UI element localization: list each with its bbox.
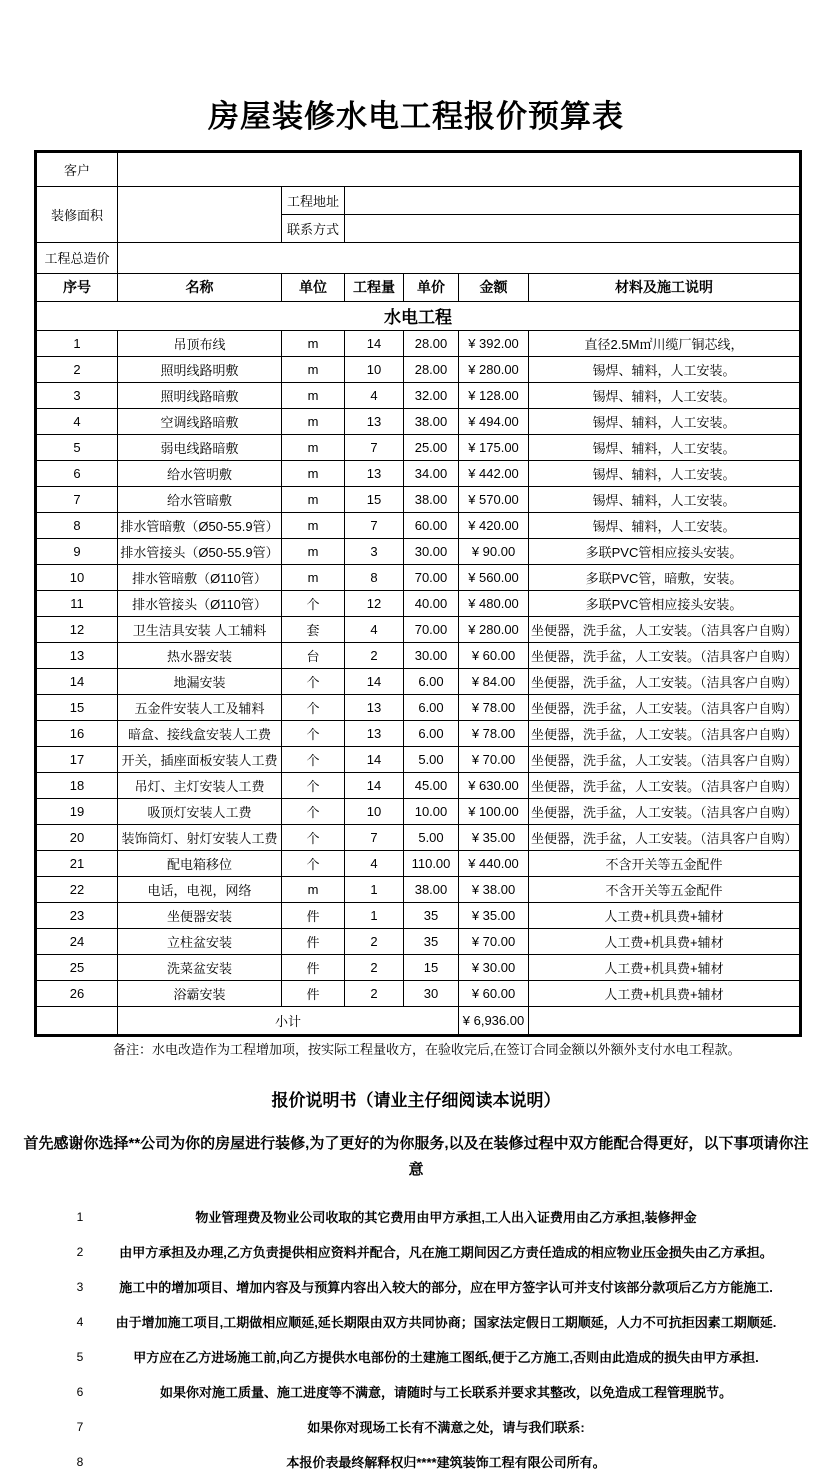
table-cell: 坐便器安装 (118, 902, 282, 928)
table-cell: 38.00 (404, 876, 459, 902)
contact-value-cell (345, 214, 801, 242)
customer-row (36, 151, 801, 186)
table-cell: 45.00 (404, 772, 459, 798)
table-cell: 配电箱移位 (118, 850, 282, 876)
table-row (36, 980, 801, 1006)
customer-label: 客户 (36, 151, 118, 186)
table-cell: 4 (345, 850, 404, 876)
table-cell: 5 (36, 434, 118, 460)
table-cell: ¥ 35.00 (459, 824, 529, 850)
statement-item-text: 施工中的增加项目、增加内容及与预算内容出入较大的部分，应在甲方签字认可并支付该部分款项后乙方方能施工. (119, 1280, 773, 1296)
table-cell: 锡焊、辅料，人工安装。 (529, 512, 801, 538)
table-cell: 6 (36, 460, 118, 486)
table-row (36, 746, 801, 772)
table-cell: 22 (36, 876, 118, 902)
section-title: 水电工程 (36, 301, 801, 330)
table-cell: ¥ 420.00 (459, 512, 529, 538)
table-row (36, 382, 801, 408)
table-cell: 40.00 (404, 590, 459, 616)
table-cell: 给水管明敷 (118, 460, 282, 486)
table-row (36, 512, 801, 538)
statement-item-number: 3 (76, 1279, 84, 1294)
table-row (36, 590, 801, 616)
table-cell: 件 (282, 954, 345, 980)
table-cell: 30 (404, 980, 459, 1006)
table-cell: 110.00 (404, 850, 459, 876)
statement-intro: 首先感谢你选择**公司为你的房屋进行装修,为了更好的为你服务,以及在装修过程中双方能配合得更好，以下事项请你注意 (23, 1134, 809, 1178)
table-cell: m (282, 408, 345, 434)
address-label: 工程地址 (282, 186, 345, 214)
table-cell: 30.00 (404, 642, 459, 668)
table-cell: 排水管暗敷（Ø50-55.9管） (118, 512, 282, 538)
table-cell: 7 (345, 512, 404, 538)
table-cell: 10 (345, 798, 404, 824)
table-cell: 14 (345, 668, 404, 694)
table-cell: 五金件安装人工及辅料 (118, 694, 282, 720)
table-cell: 15 (36, 694, 118, 720)
table-cell: 直径2.5M㎡川缆厂铜芯线， (529, 330, 801, 356)
table-cell: 7 (345, 434, 404, 460)
table-cell: 4 (345, 616, 404, 642)
table-cell: 24 (36, 928, 118, 954)
table-cell: 12 (36, 616, 118, 642)
table-cell: 15 (345, 486, 404, 512)
table-cell: 排水管暗敷（Ø110管） (118, 564, 282, 590)
table-cell: 坐便器，洗手盆，人工安装。（洁具客户自购） (529, 772, 801, 798)
table-cell: 不含开关等五金配件 (529, 850, 801, 876)
table-cell: 个 (282, 694, 345, 720)
table-cell: 坐便器，洗手盆，人工安装。（洁具客户自购） (529, 616, 801, 642)
table-cell: 20 (36, 824, 118, 850)
table-cell: m (282, 460, 345, 486)
table-cell: 28.00 (404, 330, 459, 356)
table-cell: ¥ 70.00 (459, 746, 529, 772)
table-cell: 给水管暗敷 (118, 486, 282, 512)
table-row (36, 538, 801, 564)
table-row (36, 564, 801, 590)
table-cell: 1 (345, 876, 404, 902)
table-cell: m (282, 876, 345, 902)
table-cell: ¥ 128.00 (459, 382, 529, 408)
table-cell: ¥ 100.00 (459, 798, 529, 824)
table-cell: ¥ 280.00 (459, 356, 529, 382)
table-cell: 照明线路暗敷 (118, 382, 282, 408)
table-cell: 开关，插座面板安装人工费 (118, 746, 282, 772)
table-cell: 13 (345, 720, 404, 746)
table-row (36, 928, 801, 954)
table-cell: 9 (36, 538, 118, 564)
table-cell: m (282, 382, 345, 408)
table-cell: 锡焊、辅料，人工安装。 (529, 486, 801, 512)
table-cell: 暗盒、接线盒安装人工费 (118, 720, 282, 746)
header-material-notes: 材料及施工说明 (529, 273, 801, 301)
table-row (36, 798, 801, 824)
contact-label: 联系方式 (282, 214, 345, 242)
total-cost-label: 工程总造价 (36, 242, 118, 273)
quotation-table (34, 150, 802, 1037)
column-header-row (36, 273, 801, 301)
table-row (36, 486, 801, 512)
statement-item (0, 1452, 832, 1471)
table-cell: 地漏安装 (118, 668, 282, 694)
table-row (36, 668, 801, 694)
statement-item-text: 本报价表最终解释权归****建筑装饰工程有限公司所有。 (286, 1455, 606, 1471)
table-cell: 34.00 (404, 460, 459, 486)
table-cell: 吊灯、主灯安装人工费 (118, 772, 282, 798)
table-cell: 2 (345, 642, 404, 668)
statement-item-number: 6 (76, 1384, 84, 1399)
table-cell: 个 (282, 850, 345, 876)
statement-item-number: 7 (76, 1419, 84, 1434)
table-row (36, 694, 801, 720)
subtotal-row (36, 1006, 801, 1035)
table-cell: 浴霸安装 (118, 980, 282, 1006)
statement-item (0, 1382, 832, 1401)
table-cell: 坐便器，洗手盆，人工安装。（洁具客户自购） (529, 824, 801, 850)
table-cell: 锡焊、辅料，人工安装。 (529, 408, 801, 434)
table-cell: 38.00 (404, 486, 459, 512)
table-cell: 10 (36, 564, 118, 590)
table-row (36, 642, 801, 668)
table-cell: 70.00 (404, 616, 459, 642)
subtotal-empty-notes (529, 1006, 801, 1035)
statement-item (0, 1347, 832, 1366)
header-unit: 单位 (282, 273, 345, 301)
statement-item-text: 由甲方承担及办理,乙方负责提供相应资料并配合，凡在施工期间因乙方责任造成的相应物业压金损失由乙方承担。 (119, 1245, 773, 1261)
table-row (36, 616, 801, 642)
statement-item-number: 1 (76, 1209, 84, 1224)
table-cell: 照明线路明敷 (118, 356, 282, 382)
table-cell: 16 (36, 720, 118, 746)
table-cell: m (282, 356, 345, 382)
table-cell: ¥ 280.00 (459, 616, 529, 642)
table-cell: ¥ 90.00 (459, 538, 529, 564)
statement-item-text: 由于增加施工项目,工期做相应顺延,延长期限由双方共同协商；国家法定假日工期顺延，人力不可抗拒因素工期顺延. (115, 1315, 777, 1331)
table-cell: 人工费+机具费+辅材 (529, 902, 801, 928)
table-cell: 32.00 (404, 382, 459, 408)
table-cell: 件 (282, 980, 345, 1006)
customer-value-cell (118, 151, 801, 186)
table-cell: 个 (282, 746, 345, 772)
table-cell: 70.00 (404, 564, 459, 590)
table-cell: 吸顶灯安装人工费 (118, 798, 282, 824)
total-cost-value-cell (118, 242, 801, 273)
statement-item (0, 1207, 832, 1226)
table-cell: 15 (404, 954, 459, 980)
table-cell: 个 (282, 772, 345, 798)
table-cell: 17 (36, 746, 118, 772)
table-cell: 台 (282, 642, 345, 668)
statement-item (0, 1417, 832, 1436)
table-cell: 个 (282, 798, 345, 824)
statement-item (0, 1242, 832, 1261)
table-cell: 6.00 (404, 668, 459, 694)
statement-item-text: 物业管理费及物业公司收取的其它费用由甲方承担,工人出入证费用由乙方承担,装修押金 (195, 1210, 697, 1226)
table-cell: 30.00 (404, 538, 459, 564)
table-row (36, 824, 801, 850)
statement-items (0, 1207, 832, 1471)
statement-item-number: 4 (76, 1314, 84, 1329)
table-cell: 件 (282, 928, 345, 954)
table-cell: 件 (282, 902, 345, 928)
table-cell: 8 (345, 564, 404, 590)
table-row (36, 954, 801, 980)
table-cell: 坐便器，洗手盆，人工安装。（洁具客户自购） (529, 720, 801, 746)
table-cell: 热水器安装 (118, 642, 282, 668)
info-section (36, 151, 801, 330)
table-cell: 坐便器，洗手盆，人工安装。（洁具客户自购） (529, 798, 801, 824)
table-cell: 4 (345, 382, 404, 408)
table-cell: ¥ 35.00 (459, 902, 529, 928)
table-row (36, 850, 801, 876)
table-cell: ¥ 570.00 (459, 486, 529, 512)
area-value-cell (118, 186, 282, 242)
table-cell: m (282, 538, 345, 564)
table-cell: 28.00 (404, 356, 459, 382)
table-row (36, 720, 801, 746)
table-cell: ¥ 78.00 (459, 694, 529, 720)
area-address-row (36, 186, 801, 214)
table-cell: 10.00 (404, 798, 459, 824)
table-cell: 卫生洁具安装 人工辅料 (118, 616, 282, 642)
table-cell: ¥ 494.00 (459, 408, 529, 434)
statement-item-number: 5 (76, 1349, 84, 1364)
subtotal-amount: ¥ 6,936.00 (459, 1006, 529, 1035)
table-cell: ¥ 60.00 (459, 980, 529, 1006)
table-cell: m (282, 486, 345, 512)
table-cell: 10 (345, 356, 404, 382)
table-cell: 12 (345, 590, 404, 616)
statement-heading: 报价说明书（请业主仔细阅读本说明） (271, 1090, 561, 1110)
table-cell: 14 (345, 772, 404, 798)
table-cell: 7 (345, 824, 404, 850)
table-cell: 5.00 (404, 746, 459, 772)
table-cell: ¥ 175.00 (459, 434, 529, 460)
table-row (36, 772, 801, 798)
table-cell: 套 (282, 616, 345, 642)
table-cell: 19 (36, 798, 118, 824)
table-cell: 26 (36, 980, 118, 1006)
table-cell: 14 (345, 330, 404, 356)
table-cell: m (282, 330, 345, 356)
table-cell: 13 (345, 694, 404, 720)
header-amount: 金额 (459, 273, 529, 301)
table-cell: 13 (345, 408, 404, 434)
table-cell: 1 (36, 330, 118, 356)
table-cell: 14 (36, 668, 118, 694)
table-cell: 2 (345, 954, 404, 980)
table-cell: 7 (36, 486, 118, 512)
table-row (36, 356, 801, 382)
table-cell: ¥ 630.00 (459, 772, 529, 798)
total-cost-row (36, 242, 801, 273)
table-cell: 25 (36, 954, 118, 980)
table-cell: 排水管接头（Ø110管） (118, 590, 282, 616)
table-cell: 不含开关等五金配件 (529, 876, 801, 902)
table-cell: 坐便器，洗手盆，人工安装。（洁具客户自购） (529, 746, 801, 772)
table-cell: 2 (345, 980, 404, 1006)
table-cell: 装饰筒灯、射灯安装人工费 (118, 824, 282, 850)
table-cell: ¥ 30.00 (459, 954, 529, 980)
table-cell: 锡焊、辅料，人工安装。 (529, 460, 801, 486)
table-row (36, 434, 801, 460)
header-quantity: 工程量 (345, 273, 404, 301)
table-cell: 38.00 (404, 408, 459, 434)
table-row (36, 330, 801, 356)
table-cell: 4 (36, 408, 118, 434)
statement-item-number: 8 (76, 1454, 84, 1469)
table-cell: 21 (36, 850, 118, 876)
table-cell: ¥ 440.00 (459, 850, 529, 876)
table-cell: 坐便器，洗手盆，人工安装。（洁具客户自购） (529, 694, 801, 720)
subtotal-label: 小计 (118, 1006, 459, 1035)
table-cell: 23 (36, 902, 118, 928)
page-title: 房屋装修水电工程报价预算表 (208, 99, 624, 134)
table-cell: 35 (404, 902, 459, 928)
table-cell: 个 (282, 720, 345, 746)
table-cell: 个 (282, 824, 345, 850)
table-cell: 多联PVC管相应接头安装。 (529, 538, 801, 564)
items-section (36, 330, 801, 1006)
table-cell: m (282, 564, 345, 590)
statement-item-text: 如果你对施工质量、施工进度等不满意，请随时与工长联系并要求其整改，以免造成工程管理脱节。 (159, 1385, 732, 1401)
header-name: 名称 (118, 273, 282, 301)
table-cell: 个 (282, 668, 345, 694)
table-cell: ¥ 480.00 (459, 590, 529, 616)
statement-item-text: 甲方应在乙方进场施工前,向乙方提供水电部份的土建施工图纸,便于乙方施工,否则由此造成的损失由甲方承担. (133, 1350, 759, 1366)
subtotal-section (36, 1006, 801, 1035)
table-cell: 25.00 (404, 434, 459, 460)
table-cell: ¥ 70.00 (459, 928, 529, 954)
table-cell: 3 (36, 382, 118, 408)
table-cell: 锡焊、辅料，人工安装。 (529, 356, 801, 382)
table-cell: 14 (345, 746, 404, 772)
table-cell: ¥ 560.00 (459, 564, 529, 590)
header-seq: 序号 (36, 273, 118, 301)
section-title-row (36, 301, 801, 330)
table-cell: 6.00 (404, 720, 459, 746)
table-cell: 人工费+机具费+辅材 (529, 980, 801, 1006)
table-row (36, 408, 801, 434)
table-cell: m (282, 434, 345, 460)
table-cell: 排水管接头（Ø50-55.9管） (118, 538, 282, 564)
table-cell: 锡焊、辅料，人工安装。 (529, 434, 801, 460)
table-cell: 3 (345, 538, 404, 564)
statement-item (0, 1312, 832, 1331)
table-cell: 多联PVC管，暗敷，安装。 (529, 564, 801, 590)
table-cell: 坐便器，洗手盆，人工安装。（洁具客户自购） (529, 642, 801, 668)
area-label: 装修面积 (36, 186, 118, 242)
statement-item (0, 1277, 832, 1296)
remark-line: 备注：水电改造作为工程增加项，按实际工程量收方，在验收完后,在签订合同金额以外额外支付水电工程款。 (113, 1041, 741, 1057)
table-cell: 18 (36, 772, 118, 798)
table-cell: 空调线路暗敷 (118, 408, 282, 434)
table-cell: ¥ 38.00 (459, 876, 529, 902)
header-unit-price: 单价 (404, 273, 459, 301)
statement-item-text: 如果你对现场工长有不满意之处，请与我们联系: (307, 1420, 585, 1436)
table-row (36, 460, 801, 486)
table-cell: 弱电线路暗敷 (118, 434, 282, 460)
table-cell: 13 (36, 642, 118, 668)
table-cell: 2 (345, 928, 404, 954)
table-cell: 60.00 (404, 512, 459, 538)
table-cell: 电话，电视，网络 (118, 876, 282, 902)
table-cell: 2 (36, 356, 118, 382)
table-cell: 洗菜盆安装 (118, 954, 282, 980)
subtotal-empty-seq (36, 1006, 118, 1035)
table-cell: 个 (282, 590, 345, 616)
table-cell: ¥ 78.00 (459, 720, 529, 746)
table-cell: ¥ 60.00 (459, 642, 529, 668)
table-cell: ¥ 84.00 (459, 668, 529, 694)
table-cell: 13 (345, 460, 404, 486)
table-cell: 11 (36, 590, 118, 616)
statement-item-number: 2 (76, 1244, 84, 1259)
table-cell: 人工费+机具费+辅材 (529, 928, 801, 954)
table-cell: 人工费+机具费+辅材 (529, 954, 801, 980)
table-cell: 多联PVC管相应接头安装。 (529, 590, 801, 616)
table-cell: 坐便器，洗手盆，人工安装。（洁具客户自购） (529, 668, 801, 694)
table-row (36, 902, 801, 928)
table-cell: 5.00 (404, 824, 459, 850)
table-row (36, 876, 801, 902)
table-cell: ¥ 392.00 (459, 330, 529, 356)
table-cell: 1 (345, 902, 404, 928)
table-cell: 35 (404, 928, 459, 954)
address-value-cell (345, 186, 801, 214)
table-cell: 立柱盆安装 (118, 928, 282, 954)
table-cell: 吊顶布线 (118, 330, 282, 356)
table-cell: 6.00 (404, 694, 459, 720)
table-cell: m (282, 512, 345, 538)
table-cell: 锡焊、辅料，人工安装。 (529, 382, 801, 408)
table-cell: 8 (36, 512, 118, 538)
table-cell: ¥ 442.00 (459, 460, 529, 486)
